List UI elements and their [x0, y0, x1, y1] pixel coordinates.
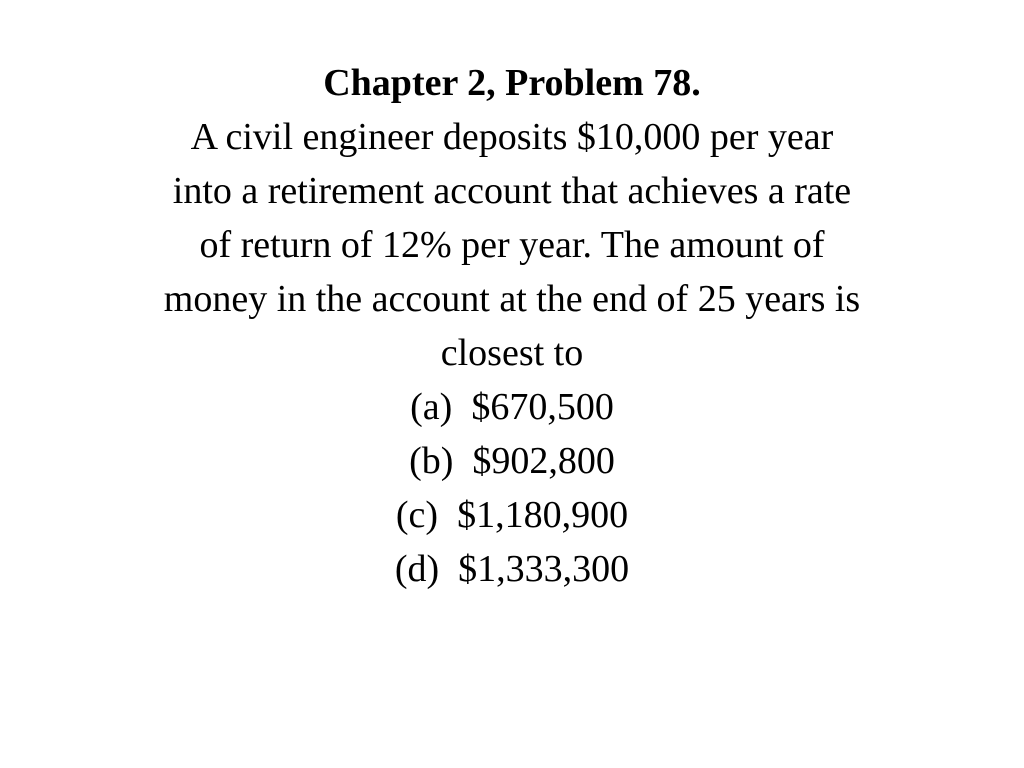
slide-content [0, 56, 1024, 596]
answer-options [0, 380, 1024, 596]
question-line: A civil engineer deposits $10,000 per year [190, 116, 834, 158]
question-line: closest to [440, 332, 584, 374]
question-line: money in the account at the end of 25 years is [163, 278, 861, 320]
problem-title: Chapter 2, Problem 78. [323, 62, 701, 104]
option-b: (b) $902,800 [409, 440, 615, 482]
option-c: (c) $1,180,900 [395, 494, 629, 536]
question-line: into a retirement account that achieves a rate [172, 170, 852, 212]
option-d: (d) $1,333,300 [394, 548, 630, 590]
question-text [0, 110, 1024, 380]
option-a: (a) $670,500 [410, 386, 614, 428]
question-line: of return of 12% per year. The amount of [199, 224, 825, 266]
